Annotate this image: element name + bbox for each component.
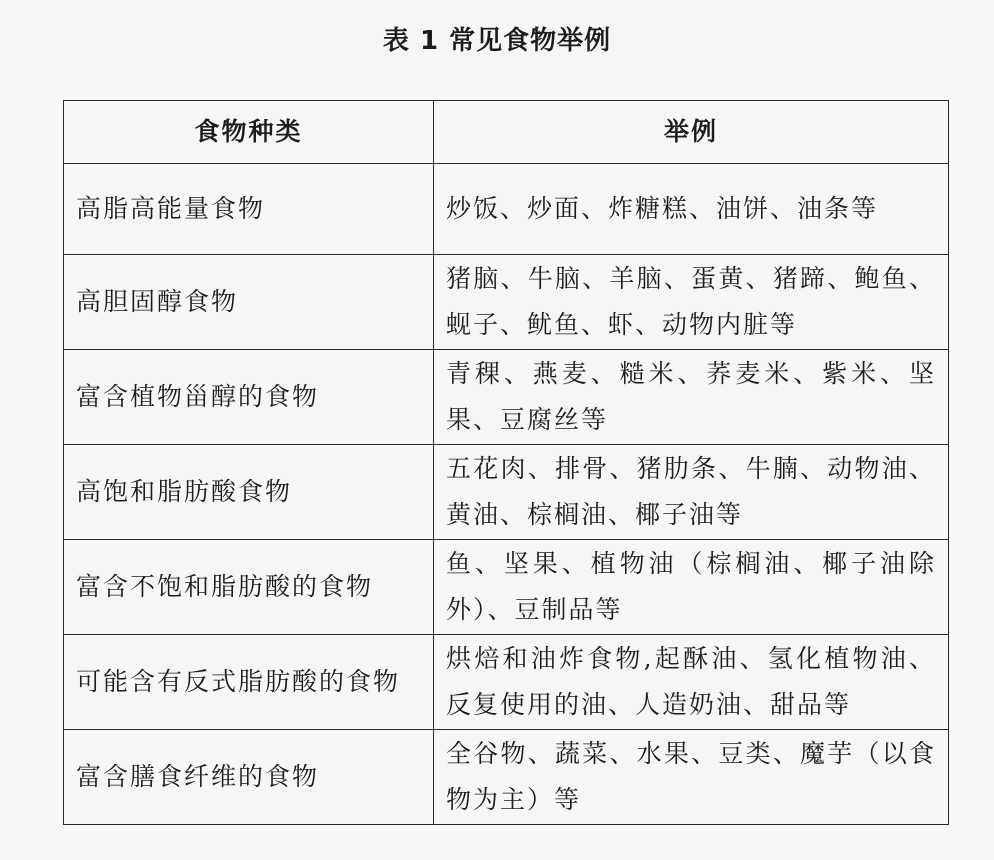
food-category-cell: 富含植物甾醇的食物 [64, 350, 434, 445]
food-category-cell: 高饱和脂肪酸食物 [64, 445, 434, 540]
table-row [64, 540, 949, 635]
food-category-cell: 富含不饱和脂肪酸的食物 [64, 540, 434, 635]
food-examples-cell: 猪脑、牛脑、羊脑、蛋黄、猪蹄、鲍鱼、蚬子、鱿鱼、虾、动物内脏等 [434, 255, 949, 350]
table-row [64, 350, 949, 445]
food-examples-cell: 全谷物、蔬菜、水果、豆类、魔芋（以食物为主）等 [434, 730, 949, 825]
food-examples-cell: 烘焙和油炸食物,起酥油、氢化植物油、反复使用的油、人造奶油、甜品等 [434, 635, 949, 730]
table-row [64, 730, 949, 825]
table-title: 表 1 常见食物举例 [382, 26, 612, 56]
food-category-cell: 可能含有反式脂肪酸的食物 [64, 635, 434, 730]
table-row [64, 255, 949, 350]
food-examples-cell: 五花肉、排骨、猪肋条、牛腩、动物油、黄油、棕榈油、椰子油等 [434, 445, 949, 540]
food-category-cell: 富含膳食纤维的食物 [64, 730, 434, 825]
table-row [64, 445, 949, 540]
food-category-cell: 高胆固醇食物 [64, 255, 434, 350]
column-header-examples: 举例 [434, 101, 949, 164]
food-examples-cell: 青稞、燕麦、糙米、荞麦米、紫米、坚果、豆腐丝等 [434, 350, 949, 445]
food-examples-cell: 炒饭、炒面、炸糖糕、油饼、油条等 [434, 164, 949, 255]
table-row [64, 635, 949, 730]
food-category-cell: 高脂高能量食物 [64, 164, 434, 255]
food-examples-cell: 鱼、坚果、植物油（棕榈油、椰子油除外）、豆制品等 [434, 540, 949, 635]
table-row [64, 164, 949, 255]
food-table [63, 100, 949, 825]
column-header-category: 食物种类 [64, 101, 434, 164]
table-header-row [64, 101, 949, 164]
